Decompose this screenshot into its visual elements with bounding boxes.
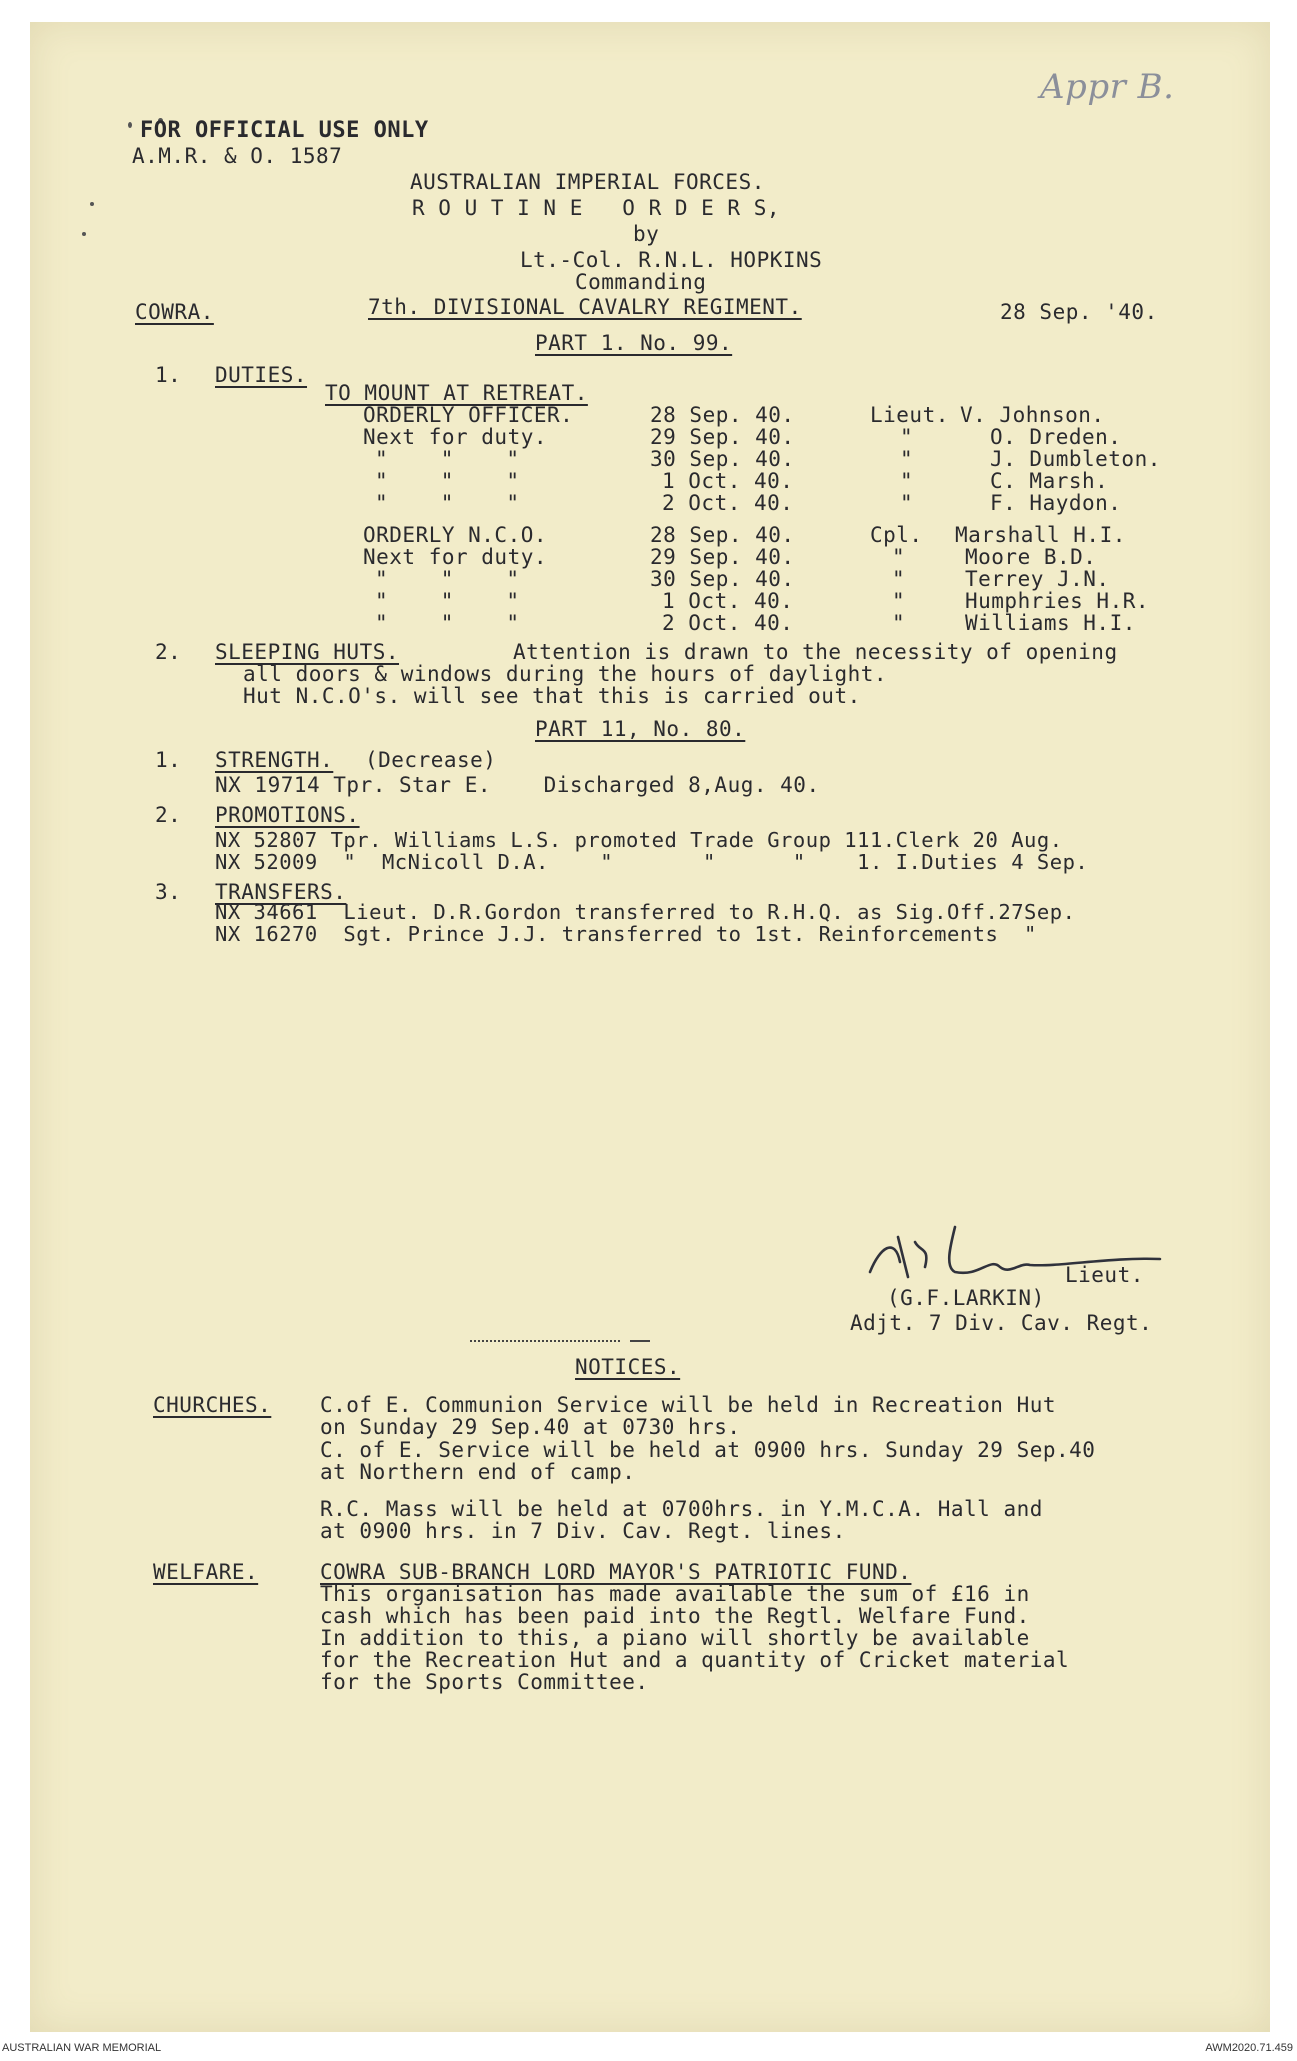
welfare-line: cash which has been paid into the Regtl. Welfare Fund. [320, 1604, 1030, 1628]
by-label: by [633, 222, 660, 246]
section-divider [470, 1340, 620, 1342]
section-divider [630, 1340, 650, 1342]
duty-role: ORDERLY N.C.O. [363, 523, 548, 547]
duties-number: 1. [155, 363, 182, 387]
strength-title: STRENGTH. [215, 748, 334, 772]
duty-date: 28 Sep. 40. [650, 403, 795, 427]
duty-date: 2 Oct. 40. [662, 611, 794, 635]
transfers-number: 3. [155, 880, 182, 904]
promotions-line: NX 52009 " McNicoll D.A. " " " 1. I.Duties 4 Sep. [215, 850, 1089, 874]
duty-role: " " " [375, 447, 520, 471]
duties-title: DUTIES. [215, 363, 308, 387]
duty-role: " " " [375, 611, 520, 635]
duty-name: C. Marsh. [990, 469, 1109, 493]
churches-line: at 0900 hrs. in 7 Div. Cav. Regt. lines. [320, 1519, 846, 1543]
duty-name: V. Johnson. [960, 403, 1105, 427]
footer-credit: AUSTRALIAN WAR MEMORIAL [2, 2042, 162, 2054]
official-use-label: FOR OFFICIAL USE ONLY [140, 118, 429, 143]
part2-heading: PART 11, No. 80. [535, 717, 746, 741]
duty-role: " " " [375, 589, 520, 613]
strength-line: NX 19714 Tpr. Star E. Discharged 8,Aug. 40. [215, 773, 820, 797]
welfare-line: In addition to this, a piano will shortly be available [320, 1626, 1030, 1650]
title-routine-orders: R O U T I N E O R D E R S, [412, 196, 781, 220]
duty-rank: " [900, 425, 914, 449]
unit-name: 7th. DIVISIONAL CAVALRY REGIMENT. [368, 295, 802, 319]
strength-number: 1. [155, 748, 182, 772]
churches-line: C. of E. Service will be held at 0900 hrs. Sunday 29 Sep.40 [320, 1438, 1096, 1462]
duty-date: 2 Oct. 40. [662, 491, 794, 515]
signature-name: (G.F.LARKIN) [887, 1286, 1045, 1310]
duty-rank: " [892, 545, 906, 569]
huts-line: Attention is drawn to the necessity of opening [513, 640, 1118, 664]
strength-paren: (Decrease) [365, 748, 497, 772]
duty-name: Williams H.I. [965, 611, 1136, 635]
duty-name: F. Haydon. [990, 491, 1122, 515]
transfers-title: TRANSFERS. [215, 880, 347, 904]
duty-rank: Cpl. [870, 523, 923, 547]
duty-date: 30 Sep. 40. [650, 447, 795, 471]
duty-name: O. Dreden. [990, 425, 1122, 449]
title-forces: AUSTRALIAN IMPERIAL FORCES. [410, 170, 765, 194]
churches-title: CHURCHES. [153, 1393, 272, 1417]
reference-number: A.M.R. & O. 1587 [132, 144, 343, 168]
churches-line: on Sunday 29 Sep.40 at 0730 hrs. [320, 1415, 741, 1439]
duty-role: " " " [375, 567, 520, 591]
commanding-label: Commanding [575, 270, 707, 294]
signature-rank: Lieut. [1065, 1263, 1144, 1287]
churches-line: at Northern end of camp. [320, 1460, 636, 1484]
promotions-line: NX 52807 Tpr. Williams L.S. promoted Trade Group 111.Clerk 20 Aug. [215, 828, 1063, 852]
welfare-title: WELFARE. [153, 1560, 259, 1584]
duty-rank: " [900, 469, 914, 493]
duty-date: 29 Sep. 40. [650, 545, 795, 569]
punch-mark [90, 202, 94, 206]
footer-accession: AWM2020.71.459 [1205, 2042, 1293, 2054]
duty-name: Terrey J.N. [965, 567, 1110, 591]
duty-rank: Lieut. [870, 403, 949, 427]
huts-line: Hut N.C.O's. will see that this is carried out. [243, 684, 861, 708]
duty-date: 1 Oct. 40. [662, 589, 794, 613]
huts-number: 2. [155, 640, 182, 664]
duty-date: 30 Sep. 40. [650, 567, 795, 591]
churches-line: C.of E. Communion Service will be held in Recreation Hut [320, 1393, 1057, 1417]
part1-heading: PART 1. No. 99. [535, 331, 733, 355]
duty-rank: " [892, 567, 906, 591]
duty-name: J. Dumbleton. [990, 447, 1161, 471]
duty-role: Next for duty. [363, 425, 548, 449]
huts-line: all doors & windows during the hours of daylight. [243, 662, 888, 686]
duties-subheading: TO MOUNT AT RETREAT. [325, 381, 588, 405]
duty-name: Marshall H.I. [955, 523, 1126, 547]
huts-title: SLEEPING HUTS. [215, 640, 400, 664]
duty-rank: " [892, 611, 906, 635]
promotions-title: PROMOTIONS. [215, 803, 360, 827]
welfare-line: for the Recreation Hut and a quantity of Cricket material [320, 1648, 1070, 1672]
notices-heading: NOTICES. [575, 1355, 681, 1379]
handwritten-annotation: Appr B. [1040, 67, 1175, 107]
place-label: COWRA. [135, 300, 214, 324]
duty-role: " " " [375, 469, 520, 493]
promotions-number: 2. [155, 803, 182, 827]
commander-name: Lt.-Col. R.N.L. HOPKINS [520, 248, 823, 272]
transfers-line: NX 34661 Lieut. D.R.Gordon transferred to R.H.Q. as Sig.Off.27Sep. [215, 900, 1076, 924]
signature-title: Adjt. 7 Div. Cav. Regt. [850, 1311, 1153, 1335]
duty-role: ORDERLY OFFICER. [363, 403, 574, 427]
duty-role: Next for duty. [363, 545, 548, 569]
duty-rank: " [892, 589, 906, 613]
duty-name: Moore B.D. [965, 545, 1097, 569]
punch-mark [82, 232, 86, 236]
punch-mark [128, 122, 132, 128]
welfare-line: This organisation has made available the sum of £16 in [320, 1582, 1030, 1606]
churches-line: R.C. Mass will be held at 0700hrs. in Y.M.C.A. Hall and [320, 1497, 1043, 1521]
duty-date: 29 Sep. 40. [650, 425, 795, 449]
welfare-heading: COWRA SUB-BRANCH LORD MAYOR'S PATRIOTIC FUND. [320, 1560, 912, 1584]
document-page [30, 22, 1270, 2032]
duty-date: 1 Oct. 40. [662, 469, 794, 493]
duty-rank: " [900, 491, 914, 515]
duty-date: 28 Sep. 40. [650, 523, 795, 547]
duty-rank: " [900, 447, 914, 471]
duty-name: Humphries H.R. [965, 589, 1150, 613]
duty-role: " " " [375, 491, 520, 515]
welfare-line: for the Sports Committee. [320, 1670, 649, 1694]
transfers-line: NX 16270 Sgt. Prince J.J. transferred to 1st. Reinforcements " [215, 922, 1037, 946]
order-date: 28 Sep. '40. [1000, 300, 1158, 324]
